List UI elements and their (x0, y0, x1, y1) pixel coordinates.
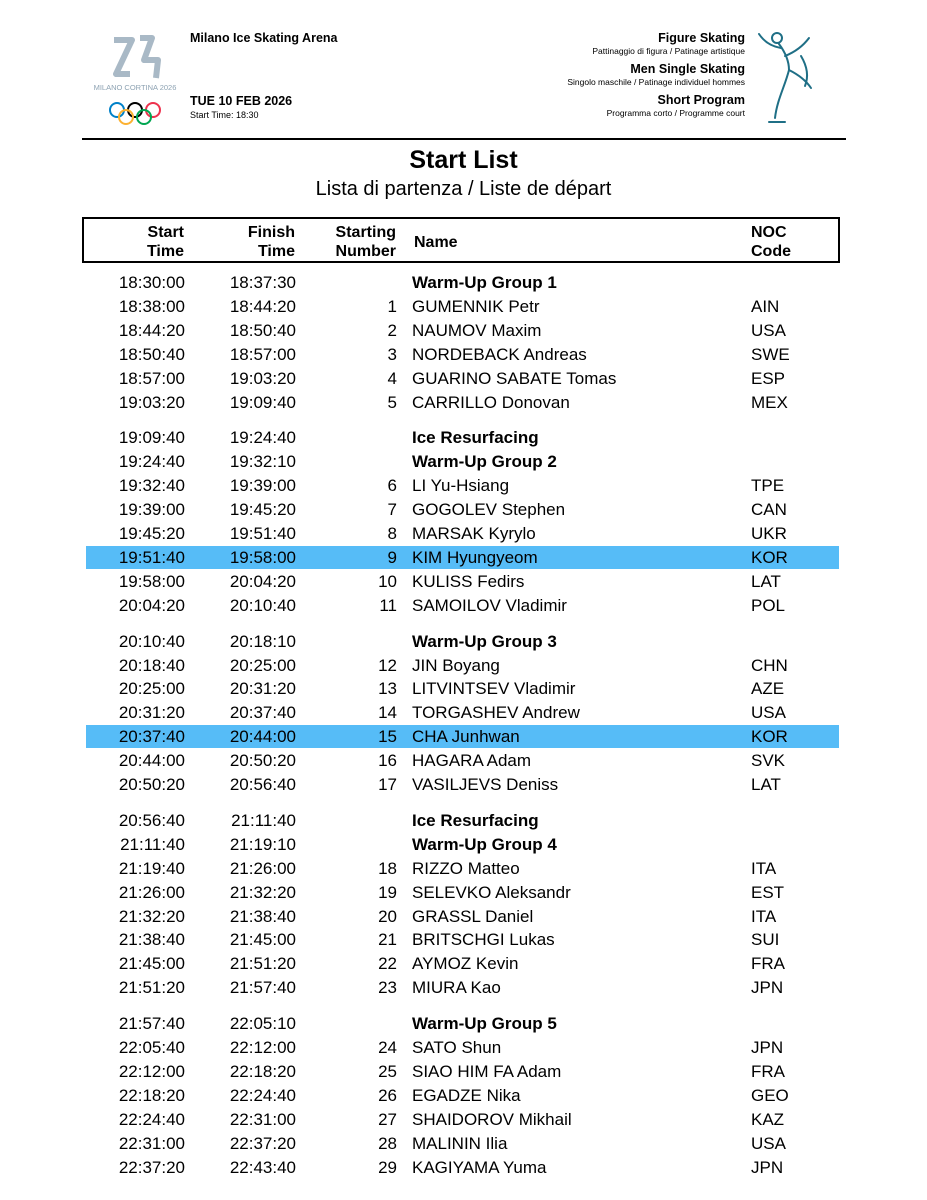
name-cell: MALININ Ilia (412, 1133, 508, 1153)
noc-code-cell: JPN (751, 1157, 784, 1177)
starting-number-cell: 17 (378, 775, 397, 794)
starting-number-cell: 13 (378, 679, 397, 699)
skater-row (0, 391, 927, 415)
name-cell: GOGOLEV Stephen (412, 500, 566, 520)
start-time-cell: 20:31:20 (118, 703, 185, 723)
start-time-cell: 19:32:40 (118, 476, 185, 496)
noc-code-cell: SUI (751, 930, 780, 950)
start-time-cell: 20:44:00 (118, 751, 185, 771)
finish-time-cell: 22:31:00 (229, 1109, 296, 1129)
finish-time-cell: 21:19:10 (229, 834, 296, 854)
col-noc-line1: NOC (751, 224, 787, 241)
start-time-cell: 21:11:40 (120, 834, 185, 854)
start-time-cell: 19:09:40 (118, 428, 185, 448)
noc-code-cell: GEO (751, 1085, 789, 1105)
finish-time-cell: 20:31:20 (229, 679, 296, 699)
starting-number-cell: 16 (378, 751, 397, 771)
name-cell: BRITSCHGI Lukas (412, 930, 555, 950)
name-cell: Ice Resurfacing (412, 428, 539, 448)
session-row (0, 630, 927, 654)
start-time-cell: 19:24:40 (118, 452, 185, 472)
starting-number-cell: 3 (387, 344, 397, 364)
session-row (0, 426, 927, 450)
finish-time-cell: 19:58:00 (229, 547, 296, 567)
event-subtitle: Singolo maschile / Patinage individuel hommes (567, 77, 745, 87)
col-noc-line2: Code (751, 243, 791, 260)
name-cell: LI Yu-Hsiang (412, 476, 510, 496)
noc-code-cell: USA (751, 703, 786, 723)
table-header (82, 217, 840, 263)
name-cell: CARRILLO Donovan (412, 392, 570, 412)
finish-time-cell: 20:18:10 (229, 631, 296, 651)
start-time-cell: 21:26:00 (118, 882, 185, 902)
noc-code-cell: JPN (751, 1038, 784, 1057)
start-time-cell: 21:57:40 (118, 1014, 185, 1034)
start-time-cell: 19:03:20 (118, 392, 185, 412)
name-cell: LITVINTSEV Vladimir (412, 679, 576, 699)
col-finish-line1: Finish (247, 224, 295, 241)
col-finish-line2: Time (257, 243, 295, 260)
event-title: Men Single Skating (630, 62, 745, 76)
name-cell: NORDEBACK Andreas (412, 344, 587, 364)
start-time-cell: 22:12:00 (118, 1061, 185, 1081)
starting-number-cell: 11 (379, 595, 397, 615)
start-time-cell: 22:05:40 (118, 1038, 185, 1057)
skater-row (0, 905, 927, 929)
start-time-cell: 19:45:20 (118, 524, 185, 543)
noc-code-cell: FRA (751, 954, 785, 974)
col-start-line2: Time (146, 243, 184, 260)
name-cell: MARSAK Kyrylo (412, 524, 536, 543)
noc-code-cell: CHN (751, 655, 788, 675)
noc-code-cell: CAN (751, 500, 787, 520)
noc-code-cell: JPN (751, 978, 784, 998)
skater-row (0, 546, 927, 570)
noc-code-cell: TPE (751, 476, 785, 496)
skater-row (0, 725, 927, 749)
name-cell: Warm-Up Group 2 (412, 452, 557, 472)
noc-code-cell: LAT (751, 775, 781, 794)
skater-row (0, 952, 927, 976)
name-cell: SIAO HIM FA Adam (412, 1061, 562, 1081)
col-starting-number (336, 223, 396, 261)
start-time-cell: 20:56:40 (118, 810, 185, 830)
starting-number-cell: 22 (378, 954, 397, 974)
session-row (0, 833, 927, 857)
start-time-cell: 21:51:20 (118, 978, 185, 998)
noc-code-cell: UKR (751, 524, 787, 543)
noc-code-cell: KOR (751, 547, 788, 567)
skater-row (0, 594, 927, 618)
name-cell: Warm-Up Group 3 (412, 631, 557, 651)
start-time-cell: 22:31:00 (118, 1133, 185, 1153)
starting-number-cell: 9 (387, 547, 397, 567)
start-time-cell: 18:57:00 (118, 368, 185, 388)
start-time-cell: 21:32:20 (118, 906, 185, 926)
start-time-cell: 20:10:40 (118, 631, 185, 651)
name-cell: AYMOZ Kevin (412, 954, 519, 974)
skater-row (0, 1084, 927, 1108)
noc-code-cell: MEX (751, 392, 788, 412)
skater-row (0, 522, 927, 546)
starting-number-cell: 7 (387, 500, 397, 520)
starting-number-cell: 2 (387, 320, 397, 340)
finish-time-cell: 21:32:20 (229, 882, 296, 902)
noc-code-cell: USA (751, 320, 786, 340)
col-num-line1: Starting (335, 224, 396, 241)
start-time-cell: 18:50:40 (118, 344, 185, 364)
start-time-cell: 22:18:20 (118, 1085, 185, 1105)
start-time-cell: 22:37:20 (118, 1157, 185, 1177)
noc-code-cell: EST (751, 882, 785, 902)
noc-code-cell: LAT (751, 571, 781, 591)
finish-time-cell: 18:50:40 (229, 320, 296, 340)
event-date: TUE 10 FEB 2026 (190, 94, 293, 108)
noc-code-cell: FRA (751, 1061, 785, 1081)
session-row (0, 271, 927, 295)
skater-row (0, 749, 927, 773)
finish-time-cell: 18:57:00 (229, 344, 296, 364)
starting-number-cell: 24 (378, 1038, 397, 1057)
finish-time-cell: 22:43:40 (229, 1157, 296, 1177)
name-cell: CHA Junhwan (412, 727, 520, 747)
starting-number-cell: 14 (378, 703, 397, 723)
venue-name: Milano Ice Skating Arena (190, 31, 338, 45)
skater-row (0, 857, 927, 881)
session-row (0, 809, 927, 833)
starting-number-cell: 28 (378, 1133, 397, 1153)
name-cell: SELEVKO Aleksandr (412, 882, 571, 902)
milano-cortina-logo (93, 30, 177, 130)
skater-row (0, 343, 927, 367)
finish-time-cell: 18:44:20 (229, 296, 296, 316)
start-time-cell: 20:25:00 (118, 679, 185, 699)
start-time-cell: 21:19:40 (118, 858, 185, 878)
col-num-line2: Number (335, 243, 396, 260)
session-row (0, 450, 927, 474)
name-cell: RIZZO Matteo (412, 858, 520, 878)
col-start-line1: Start (147, 224, 184, 241)
finish-time-cell: 21:38:40 (229, 906, 296, 926)
skater-row (0, 295, 927, 319)
skater-row (0, 881, 927, 905)
finish-time-cell: 20:56:40 (229, 775, 296, 794)
starting-number-cell: 19 (378, 882, 397, 902)
start-time-cell: 18:30:00 (118, 273, 185, 292)
finish-time-cell: 20:37:40 (229, 703, 296, 723)
finish-time-cell: 19:32:10 (229, 452, 296, 472)
skater-row (0, 570, 927, 594)
page-subtitle: Lista di partenza / Liste de départ (315, 178, 612, 200)
noc-code-cell: KOR (751, 727, 788, 747)
finish-time-cell: 21:45:00 (229, 930, 296, 950)
finish-time-cell: 19:51:40 (229, 524, 296, 543)
noc-code-cell: ESP (751, 368, 786, 388)
col-start-time (147, 223, 184, 261)
sport-title: Figure Skating (658, 31, 745, 45)
name-cell: KAGIYAMA Yuma (412, 1157, 547, 1177)
finish-time-cell: 18:37:30 (229, 273, 296, 292)
name-cell: NAUMOV Maxim (412, 320, 542, 340)
starting-number-cell: 4 (387, 368, 397, 388)
finish-time-cell: 20:50:20 (229, 751, 296, 771)
session-row (0, 1012, 927, 1036)
sport-subtitle: Pattinaggio di figura / Patinage artistique (592, 46, 745, 56)
col-name: Name (414, 234, 458, 251)
name-cell: KIM Hyungyeom (412, 547, 538, 567)
finish-time-cell: 21:57:40 (229, 978, 296, 998)
finish-time-cell: 22:18:20 (229, 1061, 296, 1081)
page-title: Start List (409, 146, 518, 174)
phase-title: Short Program (657, 93, 745, 107)
starting-number-cell: 25 (378, 1061, 397, 1081)
finish-time-cell: 20:25:00 (229, 655, 296, 675)
noc-code-cell: ITA (751, 858, 777, 878)
finish-time-cell: 19:24:40 (229, 428, 296, 448)
logo-text: MILANO CORTINA 2026 (93, 83, 177, 92)
start-time-cell: 21:38:40 (118, 930, 185, 950)
starting-number-cell: 6 (387, 476, 397, 496)
skater-row (0, 773, 927, 797)
skater-row (0, 677, 927, 701)
start-time-cell: 19:58:00 (118, 571, 185, 591)
start-time-cell: 21:45:00 (118, 954, 185, 974)
name-cell: JIN Boyang (412, 655, 500, 675)
col-noc-code (751, 223, 791, 261)
name-cell: TORGASHEV Andrew (412, 703, 580, 723)
finish-time-cell: 22:12:00 (229, 1038, 296, 1057)
noc-code-cell: SVK (751, 751, 786, 771)
skater-row (0, 928, 927, 952)
name-cell: SAMOILOV Vladimir (412, 595, 567, 615)
noc-code-cell: USA (751, 1133, 786, 1153)
starting-number-cell: 27 (378, 1109, 397, 1129)
name-cell: SHAIDOROV Mikhail (412, 1109, 572, 1129)
finish-time-cell: 21:11:40 (231, 810, 296, 830)
name-cell: HAGARA Adam (412, 751, 532, 771)
start-time-cell: 20:37:40 (118, 727, 185, 747)
start-time-cell: 19:39:00 (118, 500, 185, 520)
name-cell: GRASSL Daniel (412, 906, 534, 926)
name-cell: SATO Shun (412, 1038, 502, 1057)
starting-number-cell: 15 (378, 727, 397, 747)
skater-row (0, 1108, 927, 1132)
name-cell: Warm-Up Group 1 (412, 273, 557, 292)
skater-row (0, 1132, 927, 1156)
starting-number-cell: 29 (378, 1157, 397, 1177)
skater-row (0, 367, 927, 391)
noc-code-cell: KAZ (751, 1109, 785, 1129)
name-cell: Ice Resurfacing (412, 810, 539, 830)
starting-number-cell: 23 (378, 978, 397, 998)
start-time-cell: 20:50:20 (118, 775, 185, 794)
starting-number-cell: 12 (378, 655, 397, 675)
name-cell: MIURA Kao (412, 978, 501, 998)
finish-time-cell: 20:10:40 (229, 595, 296, 615)
start-time-cell: 18:44:20 (118, 320, 185, 340)
finish-time-cell: 20:04:20 (229, 571, 296, 591)
finish-time-cell: 21:51:20 (229, 954, 296, 974)
starting-number-cell: 8 (387, 524, 397, 543)
header-rule (82, 138, 846, 140)
start-time-cell: 20:18:40 (118, 655, 185, 675)
name-cell: EGADZE Nika (412, 1085, 521, 1105)
name-cell: GUMENNIK Petr (412, 296, 540, 316)
start-time-cell: 20:04:20 (118, 595, 185, 615)
skater-row (0, 701, 927, 725)
noc-code-cell: SWE (751, 344, 790, 364)
col-finish-time (248, 223, 295, 261)
starting-number-cell: 1 (387, 296, 397, 316)
start-time-cell: 19:51:40 (118, 547, 185, 567)
noc-code-cell: AIN (751, 296, 780, 316)
skater-row (0, 654, 927, 678)
starting-number-cell: 20 (378, 906, 397, 926)
skater-row (0, 498, 927, 522)
skater-row (0, 976, 927, 1000)
figure-skater-icon (755, 26, 815, 132)
start-time-cell: 22:24:40 (118, 1109, 185, 1129)
starting-number-cell: 10 (378, 571, 397, 591)
name-cell: Warm-Up Group 5 (412, 1014, 557, 1034)
skater-row (0, 1156, 927, 1180)
starting-number-cell: 18 (378, 858, 397, 878)
start-time-cell: 18:38:00 (118, 296, 185, 316)
name-cell: VASILJEVS Deniss (412, 775, 559, 794)
start-time-note: Start Time: 18:30 (190, 110, 259, 120)
name-cell: Warm-Up Group 4 (412, 834, 557, 854)
skater-row (0, 1036, 927, 1060)
finish-time-cell: 19:45:20 (229, 500, 296, 520)
finish-time-cell: 21:26:00 (229, 858, 296, 878)
name-cell: GUARINO SABATE Tomas (412, 368, 617, 388)
skater-row (0, 319, 927, 343)
noc-code-cell: ITA (751, 906, 777, 926)
starting-number-cell: 5 (387, 392, 397, 412)
finish-time-cell: 20:44:00 (229, 727, 296, 747)
finish-time-cell: 19:03:20 (229, 368, 296, 388)
starting-number-cell: 21 (378, 930, 397, 950)
noc-code-cell: AZE (751, 679, 785, 699)
finish-time-cell: 19:39:00 (229, 476, 296, 496)
finish-time-cell: 22:05:10 (229, 1014, 296, 1034)
name-cell: KULISS Fedirs (412, 571, 525, 591)
finish-time-cell: 22:24:40 (229, 1085, 296, 1105)
starting-number-cell: 26 (378, 1085, 397, 1105)
skater-row (0, 474, 927, 498)
noc-code-cell: POL (751, 595, 786, 615)
phase-subtitle: Programma corto / Programme court (606, 108, 745, 118)
skater-row (0, 1060, 927, 1084)
finish-time-cell: 19:09:40 (229, 392, 296, 412)
finish-time-cell: 22:37:20 (229, 1133, 296, 1153)
